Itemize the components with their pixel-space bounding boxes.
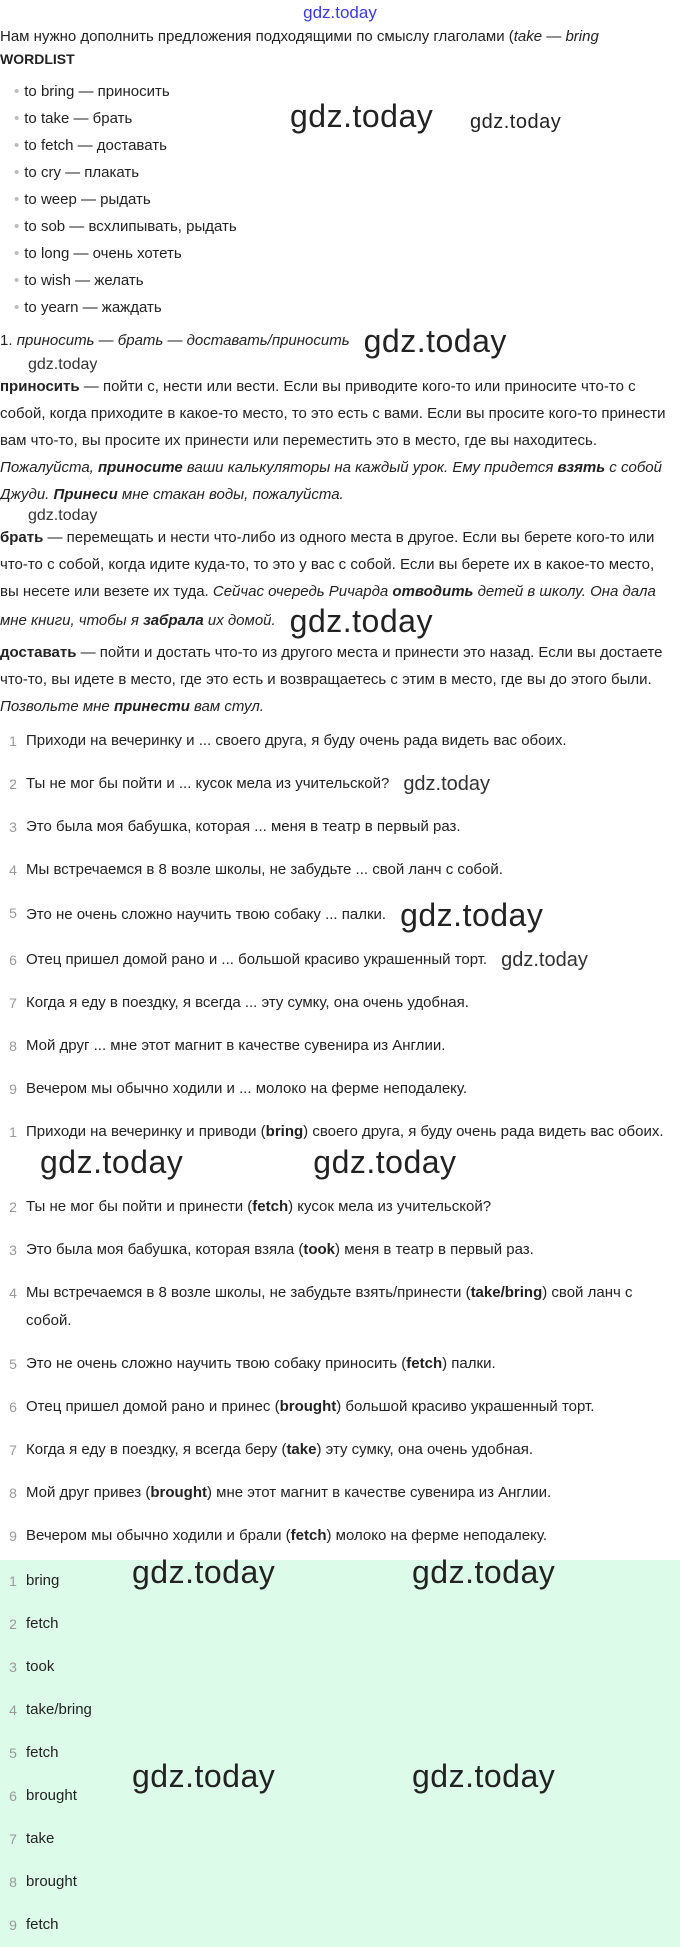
item-number: 5 [9,1356,17,1372]
answer-item [0,1603,680,1646]
item-number: 6 [9,1399,17,1415]
item-number: 3 [9,1242,17,1258]
item-number: 8 [9,1038,17,1054]
item-number: 2 [9,1199,17,1215]
text-before: Мой друг привез ( [26,1484,151,1501]
item-number: 4 [9,1702,17,1718]
filled-text [26,1350,680,1378]
exercise-sentence: Приходи на вечеринку и ... своего друга, я буду очень рада видеть вас обоих. [26,732,567,749]
answer-item [0,1904,680,1947]
exercise-item [0,763,680,806]
watermark: gdz.today [501,949,588,972]
answer-text: take/bring [26,1701,92,1718]
answer-item [0,1560,680,1603]
filled-text [26,1118,680,1178]
exercise-text [26,856,680,884]
answer-item [0,1689,680,1732]
text-after: ) кусок мела из учительской? [288,1198,492,1215]
exercise-text [26,946,680,974]
watermark: gdz.today [403,773,491,796]
answer-text: fetch [26,1916,59,1933]
answer-item [0,1861,680,1904]
text-before: Отец пришел домой рано и принес ( [26,1398,280,1415]
watermark: gdz.today [412,1554,556,1590]
item-number: 1 [9,733,17,749]
exercise-sentence: Это была моя бабушка, которая ... меня в театр в первый раз. [26,818,461,835]
exercise-sentence: Мы встречаемся в 8 возле школы, не забудьте ... свой ланч с собой. [26,861,503,878]
answer-text: brought [26,1787,77,1804]
watermark-top: gdz.today [303,3,377,22]
exercise-sentence: Мой друг ... мне этот магнит в качестве сувенира из Англии. [26,1037,446,1054]
filled-item [0,1111,680,1186]
exercise-text [26,989,680,1017]
text-before: Это была моя бабушка, которая взяла ( [26,1241,304,1258]
watermark: gdz.today [470,111,562,133]
wordlist-item: • to fetch — доставать [14,132,167,159]
text-before: Вечером мы обычно ходили и брали ( [26,1527,291,1544]
text-after: ) своего друга, я буду очень рада видеть вас обоих. [303,1123,664,1140]
text-before: Мы встречаемся в 8 возле школы, не забудьте взять/принести ( [26,1284,471,1301]
item-number: 2 [9,776,17,792]
item-number: 6 [9,952,17,968]
answer-summary: 1. приносить — брать — доставать/приносить gdz.today [0,323,507,359]
filled-item [0,1229,680,1272]
answer-word: fetch [252,1198,289,1215]
exercise-item [0,1068,680,1111]
exercise-text [26,727,680,755]
text-after: ) палки. [442,1355,496,1372]
watermark: gdz.today [400,897,544,933]
item-number: 4 [9,1285,17,1301]
exercise-sentence: Это не очень сложно научить твою собаку ... палки. [26,905,387,923]
filled-item [0,1186,680,1229]
answer-text: take [26,1830,55,1847]
exercise-item [0,720,680,763]
wordlist-item: • to wish — желать [14,267,144,294]
item-number: 7 [9,1831,17,1847]
wordlist-item: • to take — брать [14,105,132,132]
item-number: 5 [9,1745,17,1761]
watermark: gdz.today [363,323,507,359]
answer-word: take [286,1441,317,1458]
exercise-item [0,982,680,1025]
watermark: gdz.today [313,1144,457,1180]
exercise-item [0,892,680,939]
filled-item [0,1429,680,1472]
exercise-item [0,849,680,892]
filled-text [26,1522,680,1550]
exercise-text [26,813,680,841]
item-number: 7 [9,1442,17,1458]
filled-item [0,1272,680,1343]
watermark: gdz.today [290,98,434,134]
item-number: 3 [9,819,17,835]
answer-text: fetch [26,1744,59,1761]
answer-word: take/bring [470,1284,543,1301]
item-number: 3 [9,1659,17,1675]
exercise-sentence: Когда я еду в поездку, я всегда ... эту сумку, она очень удобная. [26,994,469,1011]
exercise-sentence: Ты не мог бы пойти и ... кусок мела из учительской? [26,775,390,792]
item-number: 5 [9,905,17,921]
exercise-item [0,1025,680,1068]
text-after: ) большой красиво украшенный торт. [336,1398,595,1415]
answers-panel [0,1554,680,1947]
wordlist-item: • to weep — рыдать [14,186,151,213]
filled-text [26,1279,680,1335]
watermark: gdz.today [289,603,433,639]
answer-word: fetch [290,1527,327,1544]
exercise-item [0,806,680,849]
item-number: 1 [9,1124,17,1140]
text-before: Когда я еду в поездку, я всегда беру ( [26,1441,287,1458]
text-after: ) свой ланч с собой. [26,1284,633,1329]
text-after: ) мне этот магнит в качестве сувенира из Англии. [206,1484,552,1501]
answers-list [0,1560,680,1947]
answer-word: brought [150,1484,207,1501]
answer-word: brought [279,1398,337,1415]
text-before: Ты не мог бы пойти и принести ( [26,1198,253,1215]
exercise-item [0,939,680,982]
filled-text [26,1479,680,1507]
watermark: gdz.today [412,1758,556,1794]
text-before: Приходи на вечеринку и приводи ( [26,1123,266,1140]
exercise-text [26,1075,680,1103]
item-number: 6 [9,1788,17,1804]
answer-word: fetch [406,1355,443,1372]
filled-text [26,1436,680,1464]
answer-text: took [26,1658,55,1675]
wordlist-item: • to sob — всхлипывать, рыдать [14,213,237,240]
exercise-list [0,720,680,1111]
item-number: 2 [9,1616,17,1632]
text-before: Это не очень сложно научить твою собаку приносить ( [26,1355,407,1372]
answer-item [0,1818,680,1861]
item-number: 9 [9,1528,17,1544]
item-number: 8 [9,1874,17,1890]
item-number: 9 [9,1081,17,1097]
item-number: 9 [9,1917,17,1933]
definition-take: брать — перемещать и нести что-либо из одного места в другое. Если вы берете кого-то или что-то с собой, когда идите куда-то, то это у вас с собой. Если вы берете их в какое-то место, вы несете или везете их туда. Сейчас очередь Ричарда отводить детей в школу. Она дала мне книги, чтобы я забрала их домой. gdz.today [0,529,656,639]
filled-item [0,1343,680,1386]
definition-fetch: доставать — пойти и достать что-то из другого места и принести это назад. Если вы достаете что-то, вы идете в место, где это есть и возвращаетесь с этим в место, где вы до этого были. Позвольте мне принести вам стул. [0,644,663,715]
text-after: ) эту сумку, она очень удобная. [316,1441,534,1458]
filled-text [26,1393,680,1421]
wordlist-item: • to bring — приносить [14,78,170,105]
watermark: gdz.today [40,1144,184,1180]
watermark: gdz.today [28,356,98,373]
exercise-text [26,899,680,931]
filled-item [0,1472,680,1515]
watermark: gdz.today [132,1554,276,1590]
wordlist-title: WORDLIST [0,51,75,67]
text-after: ) меня в театр в первый раз. [335,1241,534,1258]
text-after: ) молоко на ферме неподалеку. [326,1527,547,1544]
watermark: gdz.today [28,507,98,524]
exercise-text [26,770,680,798]
wordlist-item: • to cry — плакать [14,159,139,186]
answer-word: bring [265,1123,304,1140]
filled-text [26,1236,680,1264]
answer-item [0,1646,680,1689]
watermark: gdz.today [132,1758,276,1794]
filled-list [0,1111,680,1558]
answer-text: bring [26,1572,60,1589]
wordlist-item: • to yearn — жаждать [14,294,162,321]
item-number: 7 [9,995,17,1011]
wordlist-item: • to long — очень хотеть [14,240,182,267]
answer-text: brought [26,1873,77,1890]
answer-item [0,1732,680,1775]
filled-item [0,1386,680,1429]
item-number: 4 [9,862,17,878]
exercise-sentence: Вечером мы обычно ходили и ... молоко на ферме неподалеку. [26,1080,468,1097]
item-number: 8 [9,1485,17,1501]
filled-text [26,1193,680,1221]
intro-text: Нам нужно дополнить предложения подходящими по смыслу глаголами (take — bring [0,28,599,45]
answer-item [0,1775,680,1818]
exercise-text [26,1032,680,1060]
answer-word: took [303,1241,336,1258]
filled-item [0,1515,680,1558]
exercise-sentence: Отец пришел домой рано и ... большой красиво украшенный торт. [26,951,488,968]
item-number: 1 [9,1573,17,1589]
definition-bring: приносить — пойти с, нести или вести. Если вы приводите кого-то или приносите что-то с собой, когда приходите в какое-то место, то это есть с вами. Если вы просите кого-то принести вам что-то, вы просите их принести или переместить это в место, где вы находитесь. Пожалуйста, приносите ваши калькуляторы на каждый урок. Ему придется взять с собой Джуди. Принеси мне стакан воды, пожалуйста. [0,378,666,503]
answer-text: fetch [26,1615,59,1632]
wordlist-section [0,70,680,325]
